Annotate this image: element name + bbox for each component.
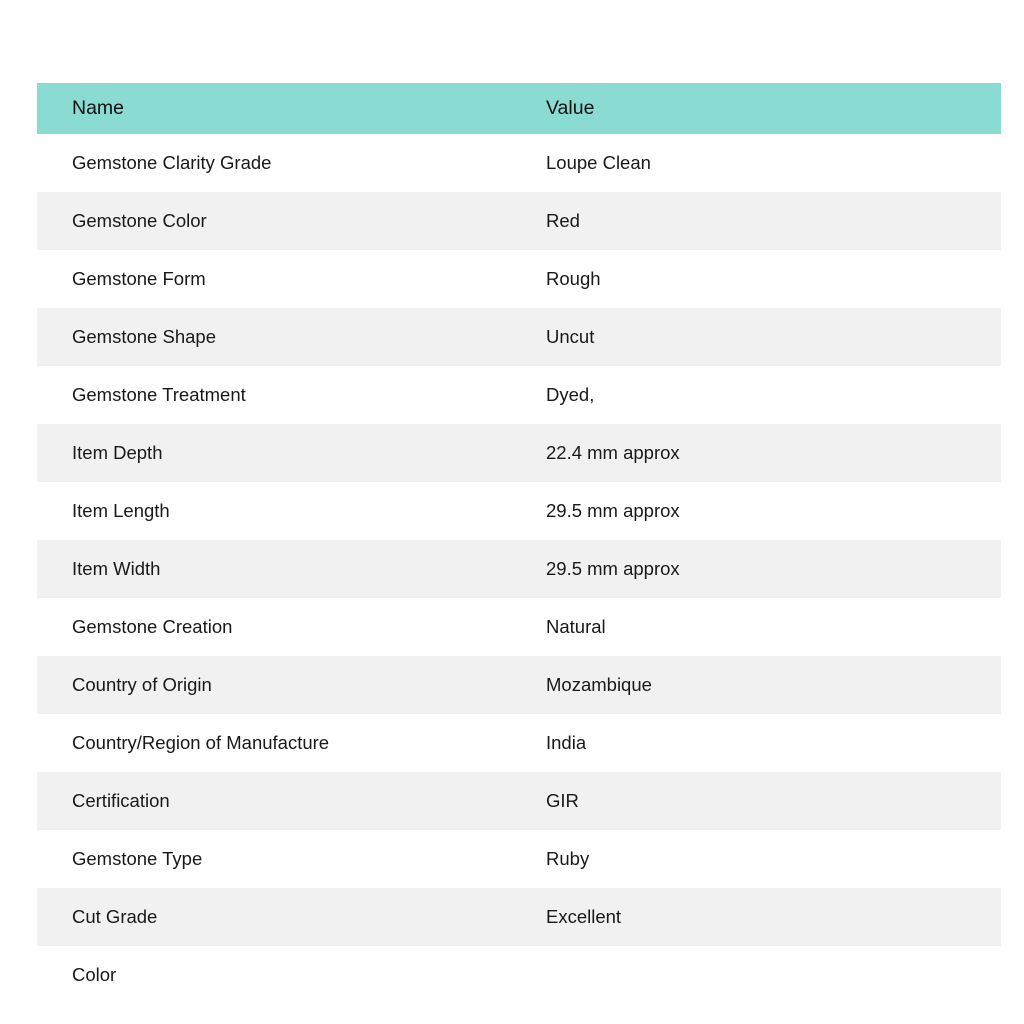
table-cell-name: Gemstone Shape (37, 308, 524, 366)
table-cell-value: Rough (524, 250, 1001, 308)
table-row (37, 830, 1001, 888)
table-header (37, 83, 1001, 134)
table-cell-value: 22.4 mm approx (524, 424, 1001, 482)
table-row (37, 192, 1001, 250)
item-specifics-table (37, 83, 1001, 1004)
table-body (37, 134, 1001, 1004)
table-cell-value: Loupe Clean (524, 134, 1001, 192)
table-cell-name: Gemstone Clarity Grade (37, 134, 524, 192)
table-row (37, 772, 1001, 830)
table-cell-name: Gemstone Creation (37, 598, 524, 656)
table-row (37, 308, 1001, 366)
table-row (37, 366, 1001, 424)
table-cell-name: Item Depth (37, 424, 524, 482)
table-cell-name: Color (37, 946, 524, 1004)
table-row (37, 134, 1001, 192)
table-row (37, 540, 1001, 598)
table-cell-value: Mozambique (524, 656, 1001, 714)
table-row (37, 656, 1001, 714)
table-cell-value: Dyed, (524, 366, 1001, 424)
table-cell-value: 29.5 mm approx (524, 540, 1001, 598)
table-row (37, 888, 1001, 946)
table-cell-value: Uncut (524, 308, 1001, 366)
table-cell-value: Red (524, 192, 1001, 250)
table-cell-name: Gemstone Color (37, 192, 524, 250)
table-cell-name: Item Length (37, 482, 524, 540)
table-cell-name: Gemstone Form (37, 250, 524, 308)
table-cell-name: Gemstone Type (37, 830, 524, 888)
table-cell-name: Cut Grade (37, 888, 524, 946)
table-cell-value: Ruby (524, 830, 1001, 888)
table-cell-value: India (524, 714, 1001, 772)
table-cell-value: 29.5 mm approx (524, 482, 1001, 540)
table-row (37, 714, 1001, 772)
table-cell-value: GIR (524, 772, 1001, 830)
table-cell-name: Gemstone Treatment (37, 366, 524, 424)
table-row (37, 946, 1001, 1004)
table-row (37, 482, 1001, 540)
table-cell-name: Country/Region of Manufacture (37, 714, 524, 772)
table-cell-value: Excellent (524, 888, 1001, 946)
table-cell-value (524, 946, 1001, 1004)
table-cell-value: Natural (524, 598, 1001, 656)
table-cell-name: Certification (37, 772, 524, 830)
column-header-name: Name (37, 83, 524, 134)
table-row (37, 598, 1001, 656)
table-row (37, 424, 1001, 482)
table-cell-name: Country of Origin (37, 656, 524, 714)
table-header-row (37, 83, 1001, 134)
column-header-value: Value (524, 83, 1001, 134)
table-row (37, 250, 1001, 308)
table-cell-name: Item Width (37, 540, 524, 598)
